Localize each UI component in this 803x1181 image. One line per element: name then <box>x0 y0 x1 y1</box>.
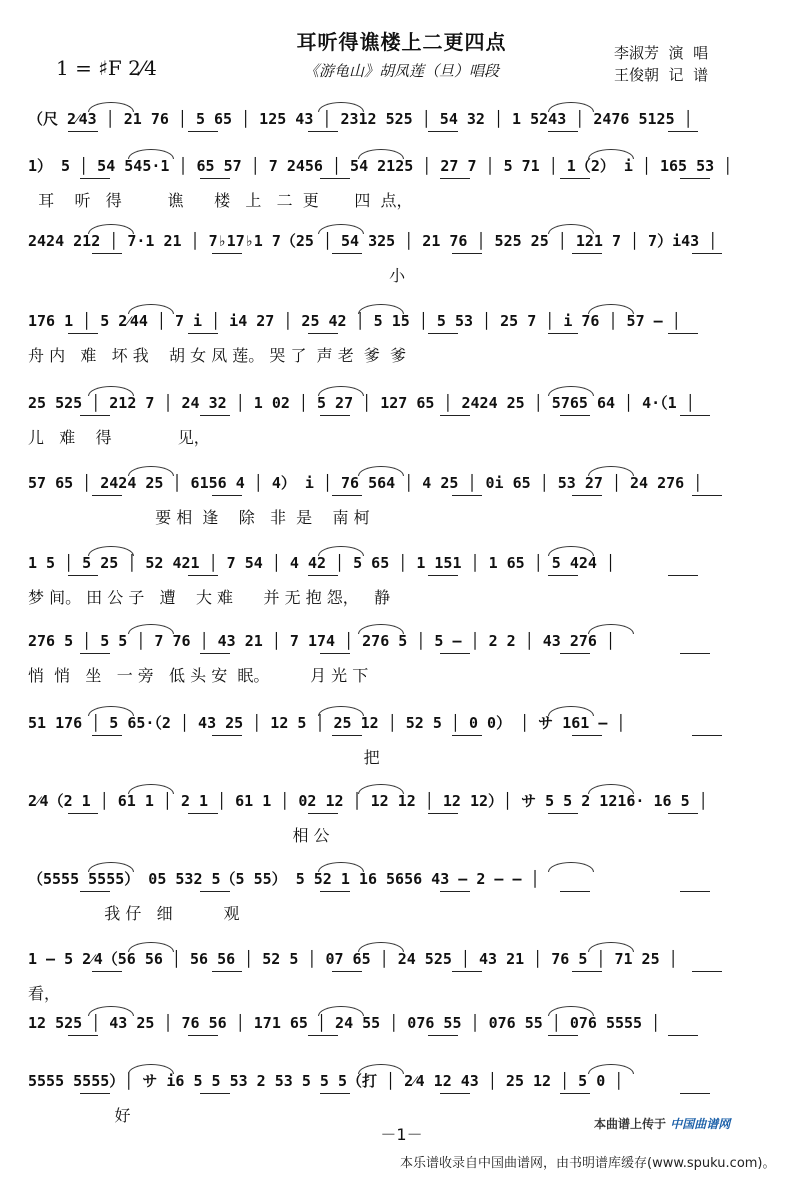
beam-line <box>212 735 242 736</box>
beam-line <box>68 813 98 814</box>
beam-line <box>668 575 698 576</box>
beam-line <box>200 653 230 654</box>
notation-line: 5555 5555）│ サ i6 5 5 53 2 53 5 5 5（打 │ 2⁄4 12 43 │ 25 12 │ 5 0 │ <box>28 1072 624 1090</box>
lyric-line: 相 公 <box>28 826 330 845</box>
beam-line <box>212 971 242 972</box>
beam-line <box>332 735 362 736</box>
beam-line <box>680 415 710 416</box>
lyric-line: 儿 难 得 见， <box>28 428 210 447</box>
beam-line <box>80 178 110 179</box>
lyric-line: 小 <box>28 266 406 285</box>
beam-line <box>332 495 362 496</box>
beam-line <box>92 971 122 972</box>
beam-line <box>92 495 122 496</box>
lyric-line: 梦 间。 田 公 子 遭 大 难 并 无 抱 怨， 静 <box>28 588 391 607</box>
beam-line <box>92 735 122 736</box>
lyric-line: 要 相 逢 除 非 是 南 柯 <box>28 508 370 527</box>
notation-line: 51 176 │ 5 65·（2 │ 43 25 │ 12 5 │ 25 12 │ 52 5 │ 0 0） │ サ 161 — │ <box>28 714 626 732</box>
beam-line <box>428 575 458 576</box>
beam-line <box>428 333 458 334</box>
beam-line <box>668 333 698 334</box>
beam-line <box>452 495 482 496</box>
score-subtitle: 《游龟山》胡凤莲（旦）唱段 <box>303 62 499 80</box>
beam-line <box>572 735 602 736</box>
lyric-line: 把 <box>28 748 380 767</box>
beam-line <box>200 178 230 179</box>
beam-line <box>308 813 338 814</box>
notation-line: 2⁄4（2 1 │ 61 1 │ 2 1 │ 61 1 │ 02 12 │ 12 12 │ 12 12）│ サ 5 5 2 1216· 16 5 │ <box>28 792 708 810</box>
beam-line <box>68 1035 98 1036</box>
beam-line <box>188 813 218 814</box>
notation-line: 2424 212 │ 7·1 21 │ 7♭17♭1 7（25 │ 54 325 │ 21 76 │ 525 25 │ 121 7 │ 7）i43 │ <box>28 232 718 250</box>
beam-line <box>428 1035 458 1036</box>
beam-line <box>560 178 590 179</box>
credit-singer: 李淑芳 演 唱 <box>614 44 709 62</box>
beam-line <box>440 1093 470 1094</box>
beam-line <box>692 253 722 254</box>
beam-line <box>332 253 362 254</box>
beam-line <box>200 1093 230 1094</box>
upload-label: 本曲谱上传于 <box>594 1117 667 1131</box>
beam-line <box>548 131 578 132</box>
notation-line: （尺 2⁄43 │ 21 76 │ 5 65 │ 125 43 │ 2312 525 │ 54 32 │ 1 5243 │ 2476 5125 │ <box>28 110 693 128</box>
beam-line <box>572 971 602 972</box>
beam-line <box>440 891 470 892</box>
notation-line: 276 5 │ 5 5 │ 7 76 │ 43 21 │ 7 174 │ 276 5 │ 5 — │ 2 2 │ 43 276 │ <box>28 632 615 650</box>
beam-line <box>80 415 110 416</box>
beam-line <box>692 735 722 736</box>
score-title: 耳听得谯楼上二更四点 <box>296 30 507 54</box>
beam-line <box>440 178 470 179</box>
beam-line <box>680 653 710 654</box>
lyric-line: 悄 悄 坐 一 旁 低 头 安 眠。 月 光 下 <box>28 666 369 685</box>
notation-line: 1 5 │ 5 25 │ 52 421 │ 7 54 │ 4 42 │ 5 65 │ 1 151 │ 1 65 │ 5 424 │ <box>28 554 615 572</box>
beam-line <box>188 575 218 576</box>
beam-line <box>200 891 230 892</box>
beam-line <box>560 891 590 892</box>
beam-line <box>68 131 98 132</box>
beam-line <box>92 253 122 254</box>
beam-line <box>80 1093 110 1094</box>
lyric-line: 好 <box>28 1106 131 1125</box>
notation-line: 1 — 5 2⁄4（56 56 │ 56 56 │ 52 5 │ 07 65 │ 24 525 │ 43 21 │ 76 5 │ 71 25 │ <box>28 950 678 968</box>
credit-transcriber: 王俊朝 记 谱 <box>614 66 709 84</box>
notation-line: 12 525 │ 43 25 │ 76 56 │ 171 65 │ 24 55 │ 076 55 │ 076 55 │ 076 5555 │ <box>28 1014 661 1032</box>
beam-line <box>428 813 458 814</box>
beam-line <box>680 178 710 179</box>
key-signature: 1 = ♯F 2⁄4 <box>56 56 157 80</box>
lyric-line: 耳 听 得 谯 楼 上 二 更 四 点， <box>28 191 413 210</box>
beam-line <box>560 653 590 654</box>
beam-line <box>320 178 350 179</box>
beam-line <box>188 131 218 132</box>
lyric-line: 舟 内 难 坏 我 胡 女 凤 莲。 哭 了 声 老 爹 爹 <box>28 346 407 365</box>
beam-line <box>320 415 350 416</box>
beam-line <box>188 1035 218 1036</box>
notation-line: （5555 5555） 05 532 5（5 55） 5 52 1 16 5656 43 — 2 — — │ <box>28 870 540 888</box>
beam-line <box>668 813 698 814</box>
beam-line <box>440 415 470 416</box>
beam-line <box>560 415 590 416</box>
beam-line <box>548 575 578 576</box>
beam-line <box>212 495 242 496</box>
beam-line <box>308 1035 338 1036</box>
beam-line <box>452 253 482 254</box>
beam-line <box>80 891 110 892</box>
beam-line <box>680 891 710 892</box>
credits <box>614 42 708 86</box>
beam-line <box>308 575 338 576</box>
notation-line: 25 525 │ 212 7 │ 24 32 │ 1 02 │ 5 27 │ 127 65 │ 2424 25 │ 5765 64 │ 4·（1 │ <box>28 394 695 412</box>
beam-line <box>428 131 458 132</box>
notation-line: 1） 5 │ 54 545·1 │ 65 57 │ 7 2456 │ 54 2125 │ 27 7 │ 5 71 │ 1（2） i │ 165 53 │ <box>28 157 733 175</box>
beam-line <box>560 1093 590 1094</box>
site-logo: 中国曲谱网 <box>670 1117 731 1131</box>
beam-line <box>320 1093 350 1094</box>
beam-line <box>212 253 242 254</box>
beam-line <box>440 653 470 654</box>
lyric-line: 我 仔 细 观 <box>28 904 240 923</box>
beam-line <box>548 813 578 814</box>
page-number: －1－ <box>380 1125 423 1144</box>
beam-line <box>320 891 350 892</box>
notation-line: 176 1 │ 5 2⁄44 │ 7 i │ i4 27 │ 25 42 │ 5 15 │ 5 53 │ 25 7 │ i 76 │ 57 — │ <box>28 312 681 330</box>
beam-line <box>692 971 722 972</box>
notation-line: 57 65 │ 2424 25 │ 6156 4 │ 4） i │ 76 564 │ 4 25 │ 0i 65 │ 53 27 │ 24 276 │ <box>28 474 703 492</box>
beam-line <box>572 253 602 254</box>
beam-line <box>680 1093 710 1094</box>
beam-line <box>200 415 230 416</box>
beam-line <box>452 735 482 736</box>
beam-line <box>692 495 722 496</box>
source-note: 本乐谱收录自中国曲谱网，由书明谱库缓存(www.spuku.com)。 <box>400 1156 776 1171</box>
beam-line <box>668 1035 698 1036</box>
beam-line <box>452 971 482 972</box>
beam-line <box>188 333 218 334</box>
beam-line <box>68 333 98 334</box>
beam-line <box>80 653 110 654</box>
beam-line <box>308 131 338 132</box>
beam-line <box>668 131 698 132</box>
lyric-line: 看， <box>28 984 61 1003</box>
beam-line <box>68 575 98 576</box>
beam-line <box>308 333 338 334</box>
beam-line <box>320 653 350 654</box>
beam-line <box>572 495 602 496</box>
beam-line <box>548 333 578 334</box>
beam-line <box>548 1035 578 1036</box>
beam-line <box>332 971 362 972</box>
upload-note <box>594 1115 730 1132</box>
